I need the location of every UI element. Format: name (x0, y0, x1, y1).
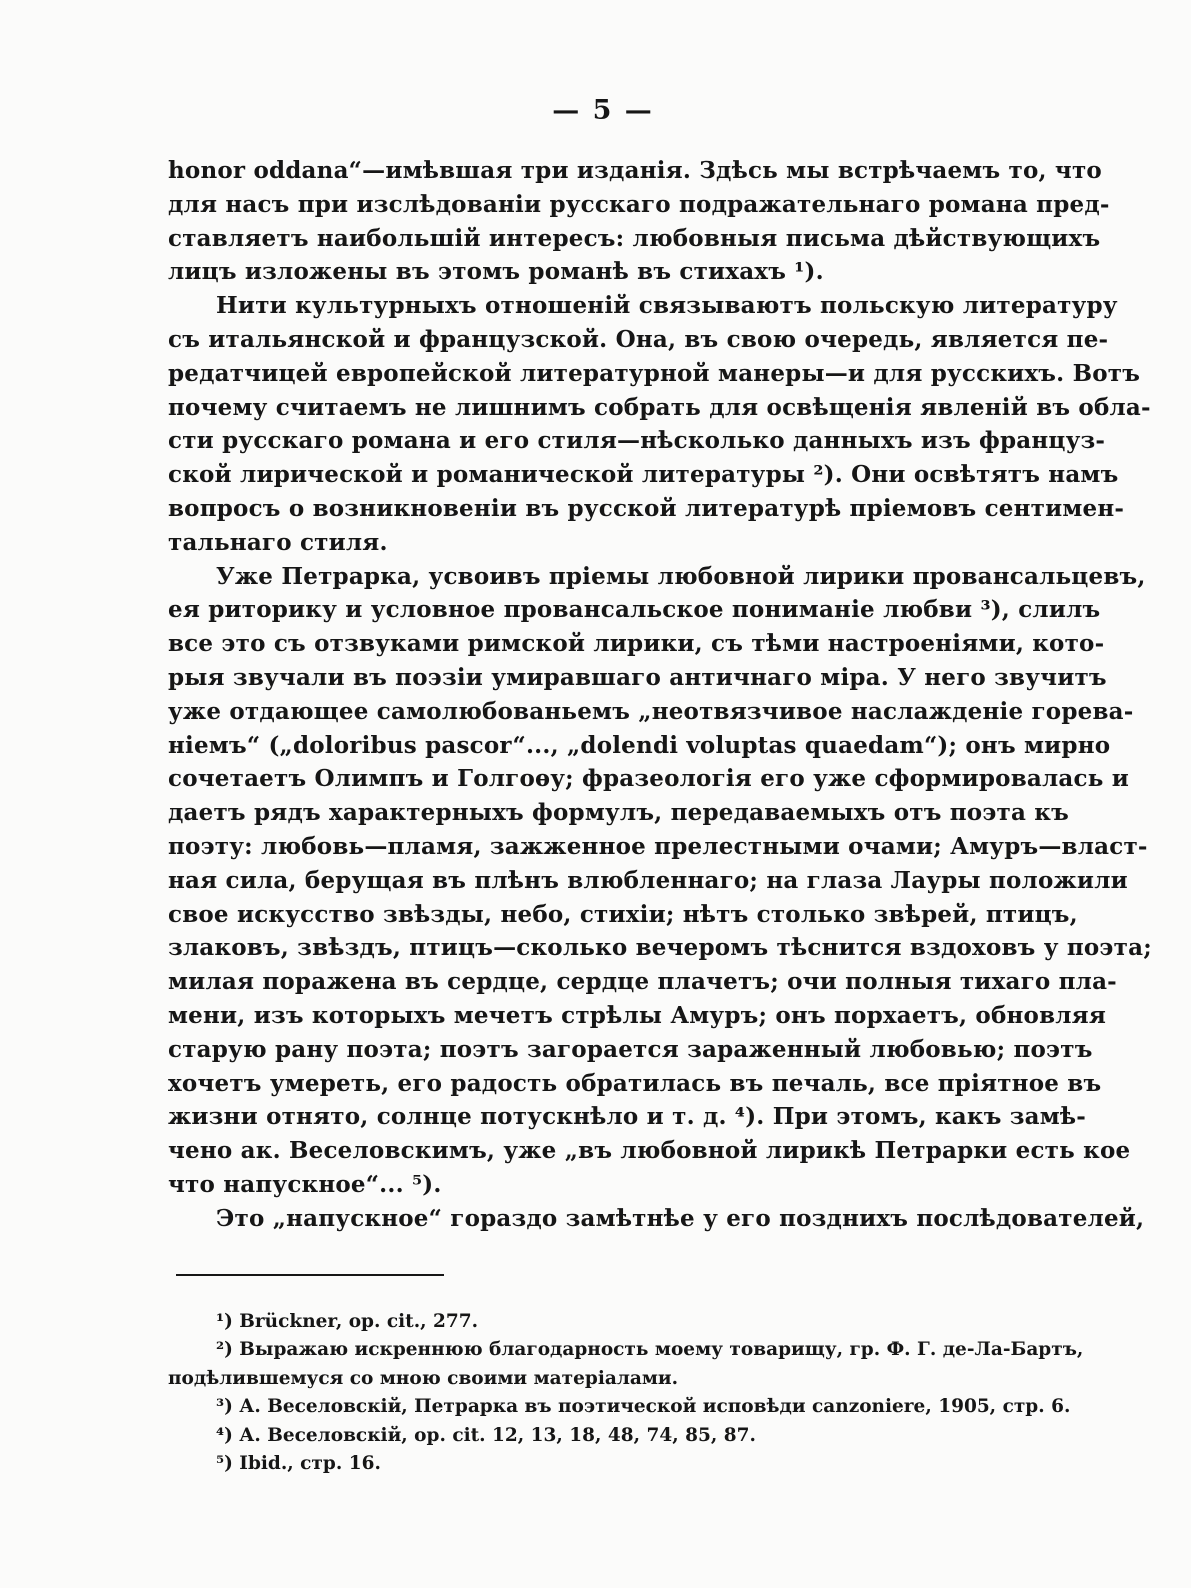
text-line: ской лирической и романической литературы ²). Они освѣтятъ намъ (168, 461, 1119, 489)
text-line: чено ак. Веселовскимъ, уже „въ любовной лирикѣ Петрарки есть кое (168, 1137, 1131, 1165)
footnote: ²) Выражаю искреннюю благодарность моему товарищу, гр. Ф. Г. де-Ла-Бартъ, (216, 1339, 1084, 1361)
paragraph (168, 289, 1151, 559)
text-line: для насъ при изслѣдованіи русскаго подражательнаго романа пред- (168, 190, 1110, 218)
text-line: мени, изъ которыхъ мечетъ стрѣлы Амуръ; онъ порхаетъ, обновляя (168, 1001, 1107, 1029)
text-line: милая поражена въ сердце, сердце плачетъ; очи полныя тихаго пла- (168, 968, 1117, 996)
text-line: ная сила, берущая въ плѣнъ влюбленнаго; на глаза Лауры положили (168, 866, 1128, 894)
text-line: все это съ отзвуками римской лирики, съ тѣми настроеніями, кото- (168, 630, 1105, 658)
text-line: сочетаетъ Олимпъ и Голгоѳу; фразеологія его уже сформировалась и (168, 765, 1129, 793)
text-line: ніемъ“ („doloribus pascor“..., „dolendi voluptas quaedam“); онъ мирно (168, 731, 1111, 759)
text-line: злаковъ, звѣздъ, птицъ—сколько вечеромъ тѣснится вздоховъ у поэта; (168, 934, 1152, 962)
footnote: ¹) Brückner, op. cit., 277. (216, 1310, 479, 1332)
text-line: старую рану поэта; поэтъ загорается зараженный любовью; поэтъ (168, 1035, 1093, 1063)
text-line: ея риторику и условное провансальское пониманіе любви ³), слилъ (168, 596, 1101, 624)
footnote: ³) А. Веселовскій, Петрарка въ поэтической исповѣди canzoniere, 1905, стр. 6. (216, 1396, 1071, 1418)
paragraph (168, 154, 1110, 289)
body-text (168, 154, 1152, 1236)
paragraph (168, 560, 1152, 1202)
text-line: свое искусство звѣзды, небо, стихіи; нѣтъ столько звѣрей, птицъ, (168, 900, 1078, 928)
text-line: Нити культурныхъ отношеній связываютъ польскую литературу (216, 292, 1118, 320)
text-line: сти русскаго романа и его стиля—нѣсколько данныхъ изъ француз- (168, 427, 1106, 455)
text-line: тальнаго стиля. (168, 528, 388, 556)
footnote-separator (176, 1274, 444, 1276)
book-page (168, 92, 1152, 1479)
text-line: honor oddana“—имѣвшая три изданія. Здѣсь мы встрѣчаемъ то, что (168, 157, 1102, 184)
text-line: Это „напускное“ гораздо замѣтнѣе у его позднихъ послѣдователей, (216, 1204, 1145, 1232)
text-line: почему считаемъ не лишнимъ собрать для освѣщенія явленій въ обла- (168, 393, 1151, 421)
text-line: вопросъ о возникновеніи въ русской литературѣ пріемовъ сентимен- (168, 494, 1125, 522)
footnote: подѣлившемуся со мною своими матеріалами. (168, 1367, 679, 1389)
text-line: рыя звучали въ поэзіи умиравшаго античнаго міра. У него звучитъ (168, 663, 1107, 691)
text-line: жизни отнято, солнце потускнѣло и т. д. ⁴). При этомъ, какъ замѣ- (168, 1103, 1087, 1131)
text-line: уже отдающее самолюбованьемъ „неотвязчивое наслажденіе горева- (168, 697, 1134, 725)
text-line: что напускное“... ⁵). (168, 1170, 442, 1198)
footnotes (168, 1308, 1084, 1480)
page-number: — 5 — (552, 95, 654, 126)
text-line: лицъ изложены въ этомъ романѣ въ стихахъ ¹). (168, 258, 824, 286)
text-line: даетъ рядъ характерныхъ формулъ, передаваемыхъ отъ поэта къ (168, 799, 1069, 827)
text-line: Уже Петрарка, усвоивъ пріемы любовной лирики провансальцевъ, (216, 562, 1146, 590)
text-line: редатчицей европейской литературной манеры—и для русскихъ. Вотъ (168, 359, 1141, 387)
footnote: ⁴) А. Веселовскій, op. cit. 12, 13, 18, 48, 74, 85, 87. (216, 1424, 756, 1446)
text-line: хочетъ умереть, его радость обратилась въ печаль, все пріятное въ (168, 1069, 1102, 1097)
text-line: ставляетъ наибольшій интересъ: любовныя письма дѣйствующихъ (168, 224, 1101, 252)
footnote: ⁵) Ibid., стр. 16. (216, 1453, 381, 1475)
text-line: поэту: любовь—пламя, зажженное прелестными очами; Амуръ—власт- (168, 832, 1148, 860)
paragraph (168, 1202, 1145, 1236)
text-line: съ итальянской и французской. Она, въ свою очередь, является пе- (168, 325, 1109, 353)
